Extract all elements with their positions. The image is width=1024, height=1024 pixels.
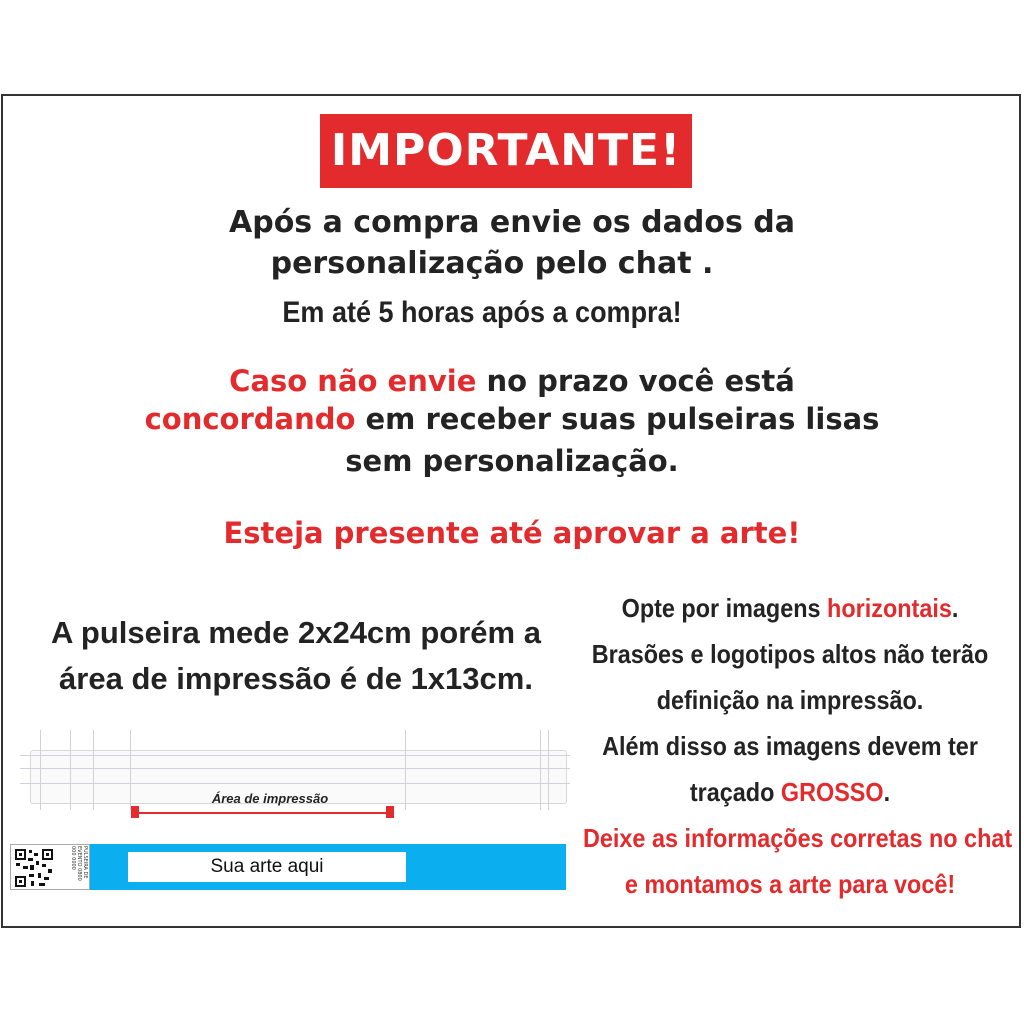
guide-line: [548, 730, 549, 810]
guide-line: [93, 730, 94, 810]
guideline-5: [583, 769, 997, 815]
guideline-1: [583, 585, 997, 631]
purchase-instruction-line-2: personalização pelo chat .: [270, 246, 714, 281]
size-line-2: área de impressão é de 1x13cm.: [59, 661, 533, 696]
print-area-label: Área de impressão: [211, 791, 329, 806]
warning-line-3: sem personalização.: [345, 444, 679, 478]
deadline-notice: Em até 5 horas após a compra!: [282, 296, 682, 329]
art-placeholder-text: Sua arte aqui: [210, 856, 324, 877]
guide-line: [405, 730, 406, 810]
important-banner: IMPORTANTE!: [320, 114, 692, 188]
guideline-6: Deixe as informações corretas no chat: [583, 823, 1013, 853]
guideline-2: Brasões e logotipos altos não terão: [591, 639, 989, 669]
guideline-5-pre: traçado: [689, 777, 781, 807]
purchase-instruction-line-1: Após a compra envie os dados da: [229, 205, 795, 240]
guideline-1-pre: Opte por imagens: [621, 593, 828, 623]
warning-rest-2: em receber suas pulseiras lisas: [355, 402, 880, 436]
guide-line: [540, 730, 541, 810]
approval-notice: Esteja presente até aprovar a arte!: [223, 516, 801, 550]
guide-line: [130, 730, 131, 810]
qr-code-icon: [14, 848, 54, 888]
size-line-1: A pulseira mede 2x24cm porém a: [51, 615, 541, 650]
warning-line-1: [0, 364, 1024, 398]
guideline-1-post: .: [951, 593, 959, 623]
bracelet-mini-text: PULSEIRA DE EVENTO 0800 000 0000: [70, 846, 88, 881]
image-guidelines: [560, 585, 1020, 907]
guideline-5-post: .: [883, 777, 891, 807]
guide-line: [20, 783, 570, 784]
guide-line: [20, 768, 570, 769]
print-area-cap-right: [386, 806, 394, 818]
guide-line: [20, 755, 570, 756]
print-area-bar: [134, 812, 391, 814]
warning-red-2: concordando: [144, 402, 356, 436]
guide-line: [40, 730, 41, 810]
guideline-1-red: horizontais: [827, 593, 952, 623]
warning-rest-1: no prazo você está: [476, 364, 795, 398]
warning-red-1: Caso não envie: [229, 364, 477, 398]
warning-line-2: [0, 402, 1024, 436]
guideline-7: e montamos a arte para você!: [624, 869, 956, 899]
guideline-4: Além disso as imagens devem ter: [602, 731, 978, 761]
print-area-cap-left: [131, 806, 139, 818]
guide-line: [70, 730, 71, 810]
guideline-5-red: GROSSO: [780, 777, 884, 807]
bracelet-size-info: [36, 610, 556, 702]
guideline-3: definição na impressão.: [656, 685, 924, 715]
